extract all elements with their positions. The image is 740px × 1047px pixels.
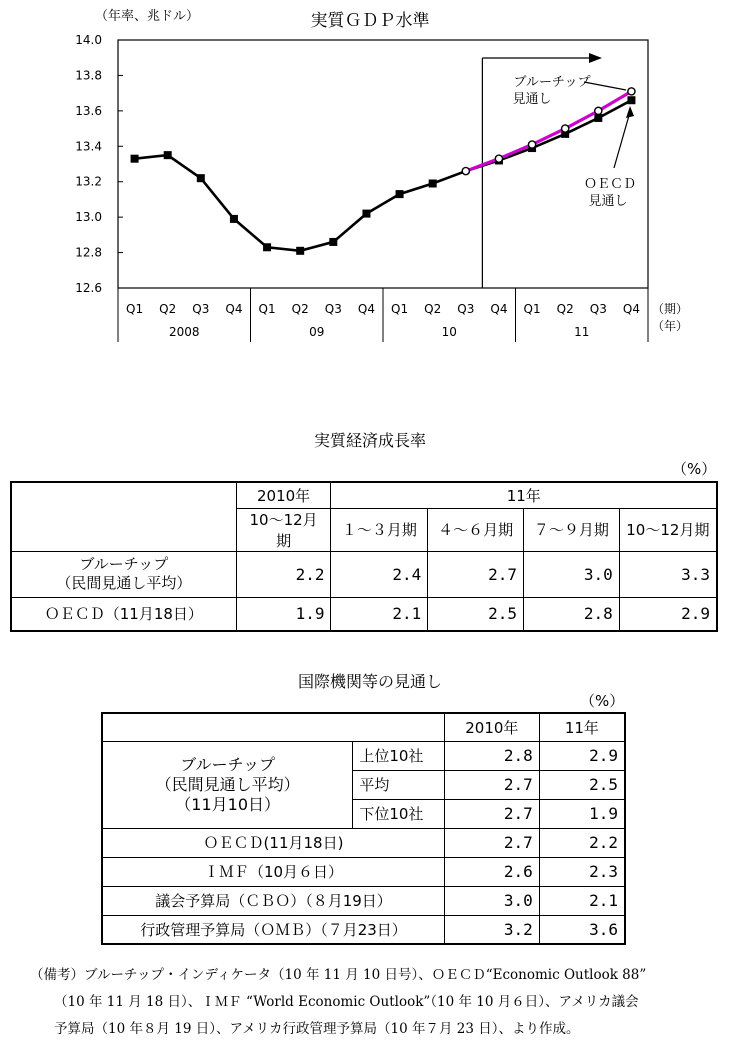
- table2-cell: 2.9: [539, 741, 625, 770]
- data-point-bluechip: [528, 141, 535, 148]
- oecd-label-line1: ＯＥＣＤ: [583, 177, 637, 192]
- data-point-bluechip: [595, 107, 602, 114]
- oecd-label-line2: 見通し: [588, 194, 628, 209]
- x-year-label: 10: [441, 325, 457, 339]
- table2-corner: [102, 713, 444, 741]
- forecast-arrowhead: [589, 53, 602, 63]
- table1-period: 10～12月期: [619, 508, 717, 551]
- y-tick-label: 13.2: [75, 174, 102, 189]
- x-tick-label: Q1: [258, 302, 276, 316]
- data-point-oecd: [627, 96, 635, 104]
- data-point-bluechip: [562, 125, 569, 132]
- x-axis: [118, 288, 648, 342]
- table2-cell: 2.6: [444, 857, 539, 886]
- y-tick-label: 13.6: [75, 103, 102, 118]
- table1-period: ４～６月期: [428, 508, 524, 551]
- table2-cell: 2.2: [539, 828, 625, 857]
- note-line1: （備考）ブルーチップ・インディケータ（10 年 11 月 10 日号）、ＯＥＣＤ“Economic Outlook 88”: [30, 967, 647, 983]
- table2-sub-label: 下位10社: [353, 799, 445, 828]
- table2-bluechip-line2: （民間見通し平均）: [155, 774, 300, 794]
- table1-cell: 3.3: [619, 551, 717, 597]
- data-point-oecd: [131, 155, 139, 163]
- x-tick-label: Q4: [357, 302, 375, 316]
- x-year-label: 2008: [168, 325, 200, 339]
- table1-period: 10～12月期: [236, 508, 331, 551]
- table2-cell: 3.6: [539, 915, 625, 944]
- x-year-label: 11: [574, 325, 590, 339]
- table1-row-label: ＯＥＣＤ（11月18日）: [11, 597, 236, 631]
- data-point-oecd: [429, 179, 437, 187]
- x-tick-label: Q3: [324, 302, 342, 316]
- chart-title: 実質ＧＤＰ水準: [310, 11, 430, 31]
- data-point-oecd: [164, 151, 172, 159]
- series-oecd: [131, 96, 636, 255]
- table2-col-2010: 2010年: [444, 713, 539, 741]
- forecast-table: [101, 712, 626, 945]
- table2-bluechip-line3: （11月10日）: [175, 794, 281, 814]
- gdp-chart: [0, 0, 740, 350]
- x-tick-label: Q4: [225, 302, 243, 316]
- table1-unit: （%）: [672, 460, 717, 478]
- x-year-label: 09: [309, 325, 325, 339]
- data-point-bluechip: [628, 88, 635, 95]
- table2-cell: 2.3: [539, 857, 625, 886]
- table2-cell: 3.0: [444, 886, 539, 915]
- data-point-oecd: [197, 174, 205, 182]
- x-tick-label: Q2: [424, 302, 442, 316]
- table1-cell: 2.5: [428, 597, 524, 631]
- table2-row-label: ＩＭＦ（10月６日）: [102, 857, 444, 886]
- series-line-oecd: [135, 100, 632, 251]
- table1-row-label: [11, 551, 236, 597]
- y-tick-label: 14.0: [75, 33, 102, 47]
- y-tick-label: 13.4: [75, 139, 102, 154]
- x-tick-label: Q4: [490, 302, 508, 316]
- table1-row-label-line2: （民間見通し平均）: [56, 574, 192, 592]
- table1-year-11: 11年: [331, 482, 717, 508]
- table2-col-11: 11年: [539, 713, 625, 741]
- table1-corner: [11, 482, 236, 551]
- x-tick-label: Q2: [291, 302, 309, 316]
- growth-rate-table: [10, 481, 718, 632]
- y-axis-unit: （年率、兆ドル）: [95, 9, 200, 24]
- table1-row-label-line1: ブルーチップ: [79, 555, 169, 573]
- table2-title: 国際機関等の見通し: [297, 672, 442, 691]
- table1-cell: 2.7: [428, 551, 524, 597]
- x-tick-label: Q1: [523, 302, 541, 316]
- x-unit-year: （年）: [652, 319, 689, 333]
- x-unit-period: （期）: [652, 302, 689, 316]
- table1-cell: 2.1: [331, 597, 428, 631]
- y-tick-label: 12.6: [75, 281, 102, 295]
- table2-sub-label: 平均: [353, 770, 445, 799]
- data-point-oecd: [362, 210, 370, 218]
- table1-cell: 1.9: [236, 597, 331, 631]
- table2-cell: 2.7: [444, 828, 539, 857]
- x-tick-label: Q3: [589, 302, 607, 316]
- table2-row-label: ＯＥＣＤ(11月18日): [102, 828, 444, 857]
- table2-cell: 2.7: [444, 799, 539, 828]
- table1-title: 実質経済成長率: [313, 431, 426, 450]
- data-point-bluechip: [462, 167, 469, 174]
- table2-bluechip-label: [102, 741, 353, 828]
- table2-row-label: 行政管理予算局（ＯＭＢ）（７月23日）: [102, 915, 444, 944]
- table2-cell: 2.5: [539, 770, 625, 799]
- table1-period: ７～９月期: [523, 508, 619, 551]
- y-tick-label: 13.8: [75, 68, 102, 83]
- x-tick-label: Q1: [391, 302, 409, 316]
- data-point-bluechip: [495, 155, 502, 162]
- bluechip-label-line1: ブルーチップ: [513, 75, 591, 90]
- table1-cell: 2.8: [523, 597, 619, 631]
- table1-cell: 2.2: [236, 551, 331, 597]
- data-point-oecd: [230, 215, 238, 223]
- table1-cell: 2.4: [331, 551, 428, 597]
- bluechip-label-line2: 見通し: [512, 92, 552, 107]
- source-note: [30, 962, 730, 1043]
- table2-cell: 2.7: [444, 770, 539, 799]
- x-tick-label: Q2: [159, 302, 177, 316]
- x-tick-label: Q2: [556, 302, 574, 316]
- data-point-oecd: [296, 247, 304, 255]
- y-tick-labels: [75, 33, 123, 295]
- table1-period: １～３月期: [331, 508, 428, 551]
- table1-cell: 2.9: [619, 597, 717, 631]
- note-line3: 予算局（10 年８月 19 日）、アメリカ行政管理予算局（10 年７月 23 日）、より作成。: [54, 1021, 580, 1037]
- y-tick-label: 13.0: [75, 210, 102, 225]
- x-tick-label: Q4: [622, 302, 640, 316]
- table1-cell: 3.0: [523, 551, 619, 597]
- table2-cell: 2.1: [539, 886, 625, 915]
- x-tick-label: Q3: [457, 302, 475, 316]
- data-point-oecd: [329, 238, 337, 246]
- note-line2: （10 年 11 月 18 日）、ＩＭＦ “World Economic Outlook”（10 年 10 月６日）、アメリカ議会: [54, 994, 639, 1010]
- x-tick-label: Q3: [192, 302, 210, 316]
- y-tick-label: 12.8: [75, 245, 102, 260]
- table2-sub-label: 上位10社: [353, 741, 445, 770]
- table2-bluechip-line1: ブルーチップ: [180, 754, 276, 774]
- data-point-oecd: [263, 243, 271, 251]
- data-point-oecd: [396, 190, 404, 198]
- table2-unit: （%）: [580, 692, 625, 710]
- table2-row-label: 議会予算局（ＣＢＯ）（８月19日）: [102, 886, 444, 915]
- table2-cell: 3.2: [444, 915, 539, 944]
- x-tick-label: Q1: [126, 302, 144, 316]
- table1-year-2010: 2010年: [236, 482, 331, 508]
- table2-cell: 1.9: [539, 799, 625, 828]
- oecd-pointer-arrowhead: [626, 106, 634, 118]
- table2-cell: 2.8: [444, 741, 539, 770]
- oecd-pointer-line: [614, 112, 630, 168]
